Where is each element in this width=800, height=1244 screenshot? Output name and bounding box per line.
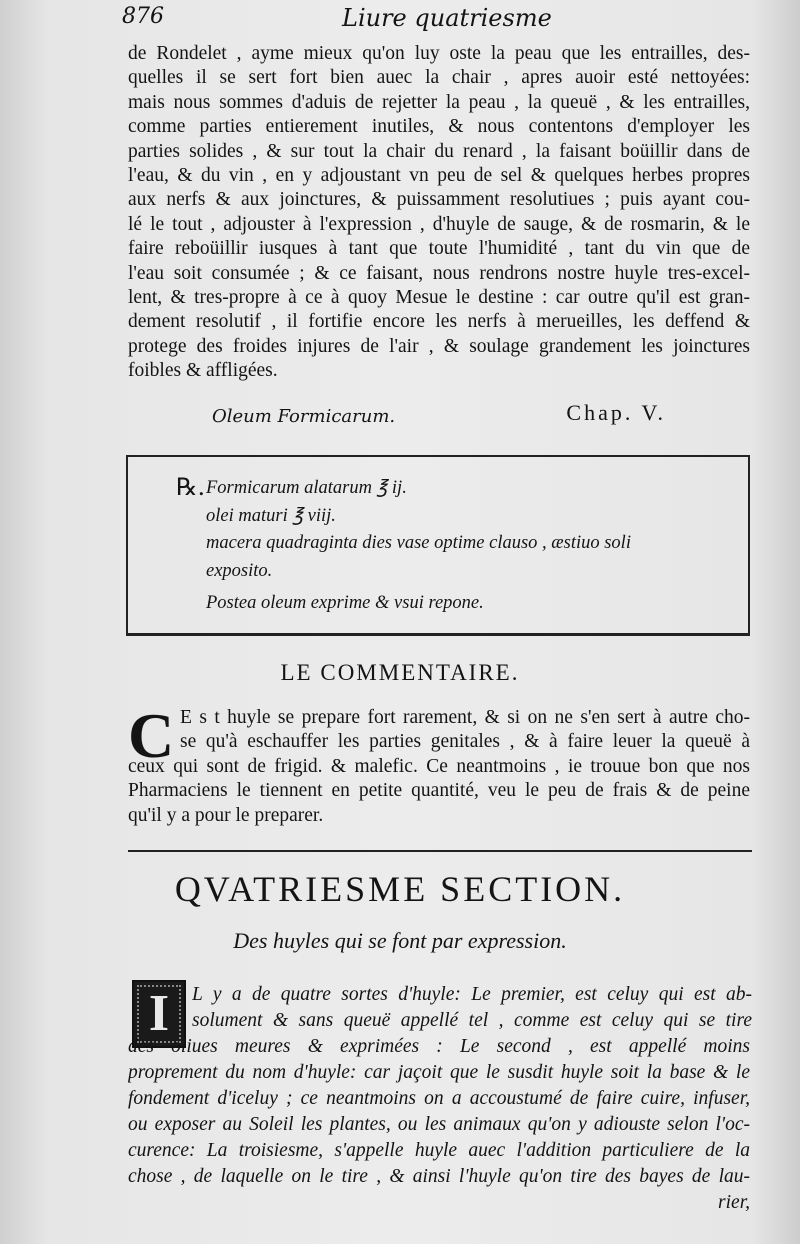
recipe-line: olei maturi ℥ viij.: [206, 506, 336, 526]
chapter-latin-title: Oleum Formicarum.: [212, 406, 396, 427]
text-line: aux nerfs & aux joinctures, & puissamment resolutiues ; puis ayant cou-: [128, 189, 750, 211]
text-line: des oliues meures & exprimées : Le second , est appellé moins: [128, 1036, 750, 1057]
text-line: fondement d'iceluy ; ce neantmoins on a accoustumé de faire cuire, infuser,: [128, 1088, 750, 1109]
text-line: ou exposer au Soleil les plantes, ou les animaux qu'on y adiouste selon l'oc-: [128, 1114, 750, 1135]
chapter-heading: [128, 400, 750, 436]
text-line: mais nous sommes d'aduis de rejetter la peau , la queuë , & les entrailles,: [128, 91, 750, 113]
text-line: parties solides , & sur tout la chair du renard , la faisant boüillir dans de: [128, 140, 750, 162]
text-line: lent, & tres-propre à ce à quoy Mesue le destine : car outre qu'il est gran-: [128, 287, 750, 309]
text-line: proprement du nom d'huyle: car jaçoit que le susdit huyle soit la base & le: [128, 1062, 750, 1083]
text-line: l'eau soit consumée ; & ce faisant, nous rendrons nostre huyle tres-excel-: [128, 262, 750, 284]
text-line: curence: La troisiesme, s'appelle huyle auec l'addition particuliere de la: [128, 1140, 750, 1161]
recipe-line: Postea oleum exprime & vsui repone.: [206, 593, 484, 613]
body-paragraph-cont: [128, 1034, 750, 1216]
chapter-label: Chap. V.: [566, 400, 666, 425]
text-line: protege des froides injures de l'air , & soulage grandement les joinctures: [128, 335, 750, 357]
text-line: qu'il y a pour le preparer.: [128, 804, 324, 826]
text-line: dement resolutif , il fortifie encore les nerfs à merueilles, les deffend &: [128, 311, 750, 333]
body-paragraph: [192, 982, 752, 1034]
text-line: l'eau, & du vin , en y adjoustant vn peu de sel & quelques herbes propres: [128, 165, 750, 187]
text-line: lé le tout , adjouster à l'expression , d'huyle de sauge, & de rosmarin, & le: [128, 213, 750, 235]
recipe-line: exposito.: [206, 561, 273, 581]
text-line: de Rondelet , ayme mieux qu'on luy oste la peau que les entrailles, des-: [128, 43, 750, 64]
text-line: Pharmaciens le tiennent en petite quantité, veu le peu de frais & de peine: [128, 780, 750, 802]
recipe-box: [126, 455, 750, 636]
recipe-line: Formicarum alatarum ℥ ij.: [206, 478, 407, 498]
page-number: 876: [122, 4, 164, 29]
commentaire-paragraph: [180, 706, 750, 755]
recipe-line: macera quadraginta dies vase optime clauso , æstiuo soli: [206, 533, 631, 553]
dropcap-letter: I: [148, 985, 170, 1042]
text-line: faire reboüillir iusques à tant que toute l'humidité , tant du vin que de: [128, 238, 750, 260]
text-line: solument & sans queuë appellé tel , comme est celuy qui se tire: [192, 1010, 752, 1031]
commentaire-paragraph-cont: [128, 755, 750, 828]
text-line: comme parties entierement inutiles, & nous contentons d'employer les: [128, 116, 750, 138]
text-line: rier,: [718, 1192, 750, 1213]
rx-symbol-icon: ℞.: [176, 473, 206, 501]
commentaire-heading: LE COMMENTAIRE.: [280, 660, 520, 685]
running-title: Liure quatriesme: [342, 4, 552, 32]
text-line: foibles & affligées.: [128, 360, 278, 382]
section-rule: [128, 850, 752, 852]
section-subtitle: Des huyles qui se font par expression.: [233, 928, 567, 953]
dropcap-letter: C: [128, 700, 175, 771]
text-line: quelles il se sert fort bien auec la chair , apres auoir esté nettoyées:: [128, 67, 750, 89]
text-line: L y a de quatre sortes d'huyle: Le premier, est celuy qui est ab-: [192, 984, 752, 1005]
top-paragraph: [128, 42, 750, 384]
text-line: E s t huyle se prepare fort rarement, & si on ne s'en sert à autre cho-: [180, 707, 750, 728]
page-header: [122, 4, 752, 40]
text-line: se qu'à eschauffer les parties genitales , & à faire leuer la queuë à: [180, 731, 750, 753]
text-line: ceux qui sont de frigid. & malefic. Ce neantmoins , ie trouue bon que nos: [128, 756, 750, 777]
section-title: QVATRIESME SECTION.: [174, 869, 626, 909]
text-line: chose , de laquelle on le tire , & ainsi l'huyle qu'on tire des bayes de lau-: [128, 1166, 750, 1187]
